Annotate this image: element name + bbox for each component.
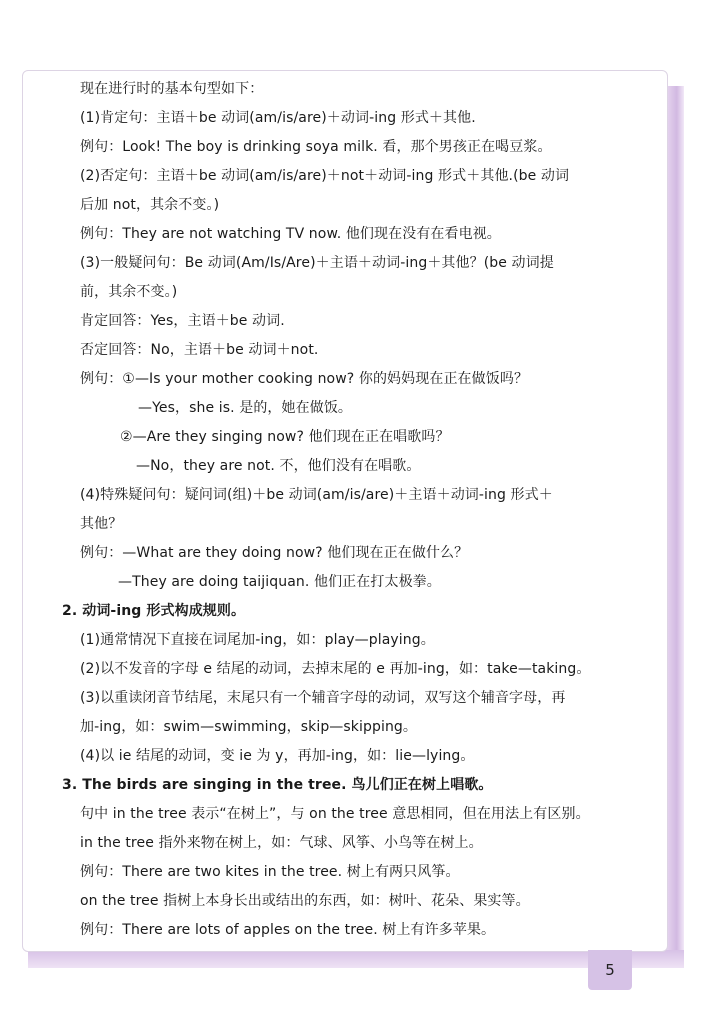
question-rule-cont: 前，其余不变。) [80, 284, 178, 300]
page-shadow-right [666, 86, 684, 954]
negative-rule: (2)否定句：主语＋be 动词(am/is/are)＋not＋动词-ing 形式＋其他.(be 动词 [80, 168, 570, 184]
page-number-tab: 5 [588, 950, 632, 990]
section-heading-3: 3. The birds are singing in the tree. 鸟儿们正在树上唱歌。 [62, 777, 493, 793]
affirmative-rule: (1)肯定句：主语＋be 动词(am/is/are)＋动词-ing 形式＋其他. [80, 110, 476, 126]
question-rule: (3)一般疑问句：Be 动词(Am/Is/Are)＋主语＋动词-ing＋其他？(be 动词提 [80, 255, 554, 271]
on-the-tree-note: on the tree 指树上本身长出或结出的东西，如：树叶、花朵、果实等。 [80, 893, 530, 909]
ing-rule-3: (3)以重读闭音节结尾，末尾只有一个辅音字母的动词，双写这个辅音字母，再 [80, 690, 566, 706]
negative-example: 例句：They are not watching TV now. 他们现在没有在看电视。 [80, 226, 501, 242]
document-body [62, 75, 650, 945]
in-on-tree-note: 句中 in the tree 表示“在树上”，与 on the tree 意思相同，但在用法上有区别。 [80, 806, 590, 822]
special-question-rule-cont: 其他？ [80, 516, 123, 532]
page-shadow-bottom [28, 950, 684, 968]
intro-line: 现在进行时的基本句型如下： [80, 81, 264, 97]
affirmative-example: 例句：Look! The boy is drinking soya milk. 看，那个男孩正在喝豆浆。 [80, 139, 552, 155]
question-example-1: 例句：①—Is your mother cooking now? 你的妈妈现在正在做饭吗？ [80, 371, 529, 387]
ing-rule-2: (2)以不发音的字母 e 结尾的动词，去掉末尾的 e 再加-ing，如：take—taking。 [80, 661, 591, 677]
ing-rule-4: (4)以 ie 结尾的动词，变 ie 为 y，再加-ing，如：lie—lying。 [80, 748, 475, 764]
in-the-tree-note: in the tree 指外来物在树上，如：气球、风筝、小鸟等在树上。 [80, 835, 483, 851]
question-example-2-answer: —No，they are not. 不，他们没有在唱歌。 [136, 458, 421, 474]
ing-rule-1: (1)通常情况下直接在词尾加-ing，如：play—playing。 [80, 632, 435, 648]
ing-rule-3-cont: 加-ing，如：swim—swimming，skip—skipping。 [80, 719, 418, 735]
special-question-example: 例句：—What are they doing now? 他们现在正在做什么？ [80, 545, 469, 561]
negative-answer: 否定回答：No，主语＋be 动词＋not. [80, 342, 319, 358]
on-the-tree-example: 例句：There are lots of apples on the tree. 树上有许多苹果。 [80, 922, 496, 938]
special-question-answer: —They are doing taijiquan. 他们正在打太极拳。 [118, 574, 441, 590]
question-example-2: ②—Are they singing now? 他们现在正在唱歌吗？ [120, 429, 450, 445]
section-heading-2: 2. 动词-ing 形式构成规则。 [62, 603, 246, 619]
positive-answer: 肯定回答：Yes，主语＋be 动词. [80, 313, 285, 329]
in-the-tree-example: 例句：There are two kites in the tree. 树上有两只风筝。 [80, 864, 460, 880]
negative-rule-cont: 后加 not，其余不变。) [80, 197, 220, 213]
question-example-1-answer: —Yes，she is. 是的，她在做饭。 [138, 400, 353, 416]
special-question-rule: (4)特殊疑问句：疑问词(组)＋be 动词(am/is/are)＋主语＋动词-ing 形式＋ [80, 487, 553, 503]
